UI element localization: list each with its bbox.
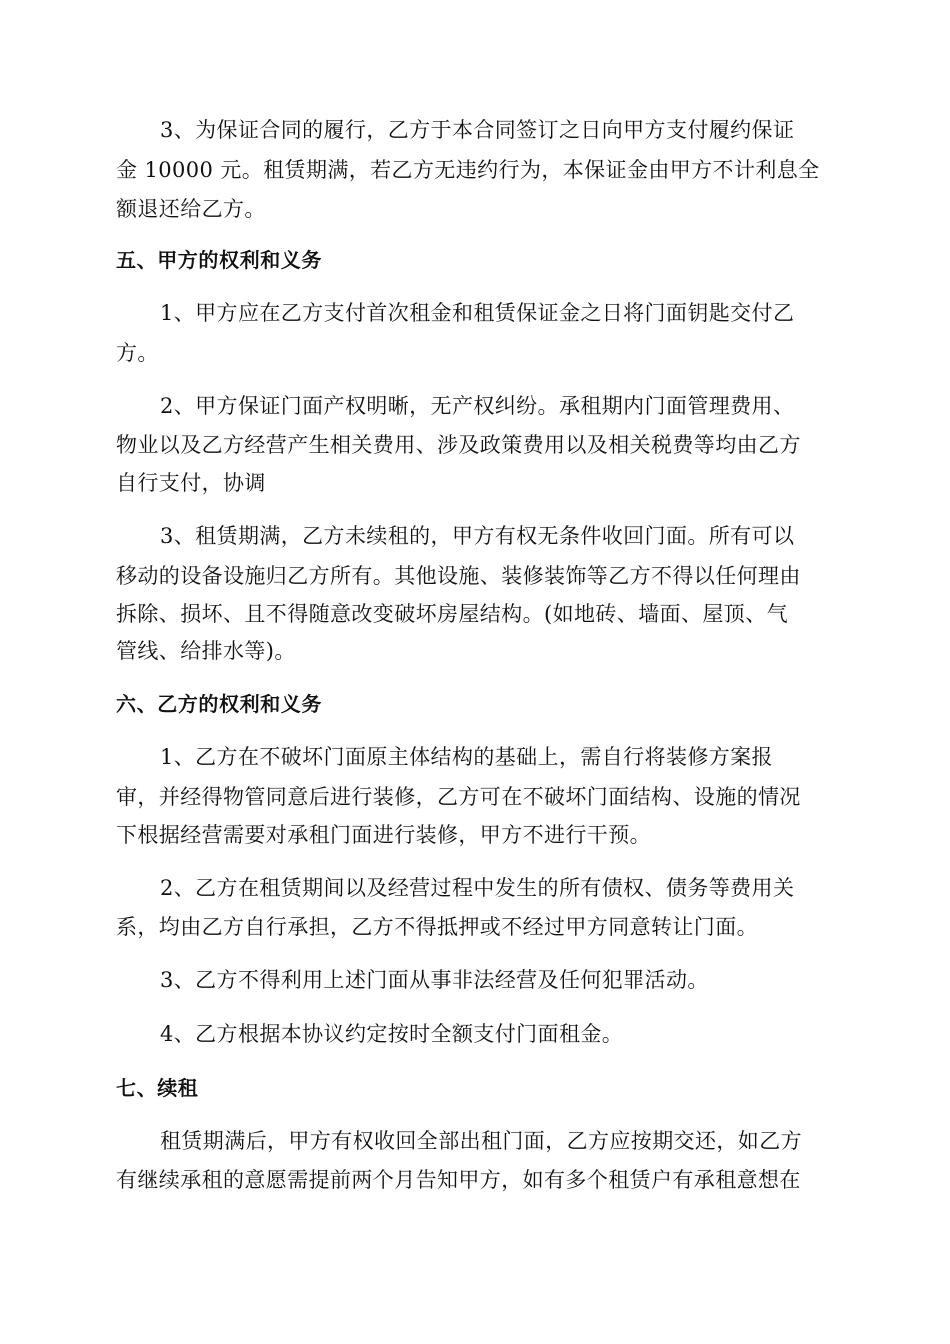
paragraph-line: 移动的设备设施归乙方所有。其他设施、装修装饰等乙方不得以任何理由 [116,564,801,588]
paragraph-line: 租赁期满后，甲方有权收回全部出租门面，乙方应按期交还，如乙方 [160,1129,802,1153]
paragraph-line: 额退还给乙方。 [116,197,266,221]
paragraph-line: 3、租赁期满，乙方未续租的，甲方有权无条件收回门面。所有可以 [160,524,795,548]
paragraph-line: 金 10000 元。租赁期满，若乙方无违约行为，本保证金由甲方不计利息全 [116,158,820,182]
section-heading: 五、甲方的权利和义务 [116,248,322,272]
section-heading: 六、乙方的权利和义务 [116,692,322,716]
paragraph-line: 1、乙方在不破坏门面原主体结构的基础上，需自行将装修方案报 [160,745,773,769]
paragraph-line: 拆除、损坏、且不得随意改变破坏房屋结构。(如地砖、墙面、屋顶、气 [116,602,788,626]
paragraph-line: 自行支付，协调 [116,471,266,495]
paragraph-line: 物业以及乙方经营产生相关费用、涉及政策费用以及相关税费等均由乙方 [116,433,801,457]
section-heading: 七、续租 [116,1076,199,1100]
paragraph-line: 系，均由乙方自行承担，乙方不得抵押或不经过甲方同意转让门面。 [116,915,758,939]
paragraph-line: 1、甲方应在乙方支付首次租金和租赁保证金之日将门面钥匙交付乙 [160,301,795,325]
paragraph-line: 管线、给排水等)。 [116,639,296,663]
paragraph-line: 审，并经得物管同意后进行装修，乙方可在不破坏门面结构、设施的情况 [116,785,801,809]
paragraph-line: 2、甲方保证门面产权明晰，无产权纠纷。承租期内门面管理费用、 [160,394,795,418]
paragraph-line: 下根据经营需要对承租门面进行装修，甲方不进行干预。 [116,823,651,847]
paragraph-line: 有继续承租的意愿需提前两个月告知甲方，如有多个租赁户有承租意想在 [116,1168,801,1192]
paragraph-line: 4、乙方根据本协议约定按时全额支付门面租金。 [160,1022,624,1046]
paragraph-line: 方。 [116,341,159,365]
paragraph-line: 3、为保证合同的履行，乙方于本合同签订之日向甲方支付履约保证 [160,118,795,142]
paragraph-line: 3、乙方不得利用上述门面从事非法经营及任何犯罪活动。 [160,968,709,992]
paragraph-line: 2、乙方在租赁期间以及经营过程中发生的所有债权、债务等费用关 [160,876,795,900]
